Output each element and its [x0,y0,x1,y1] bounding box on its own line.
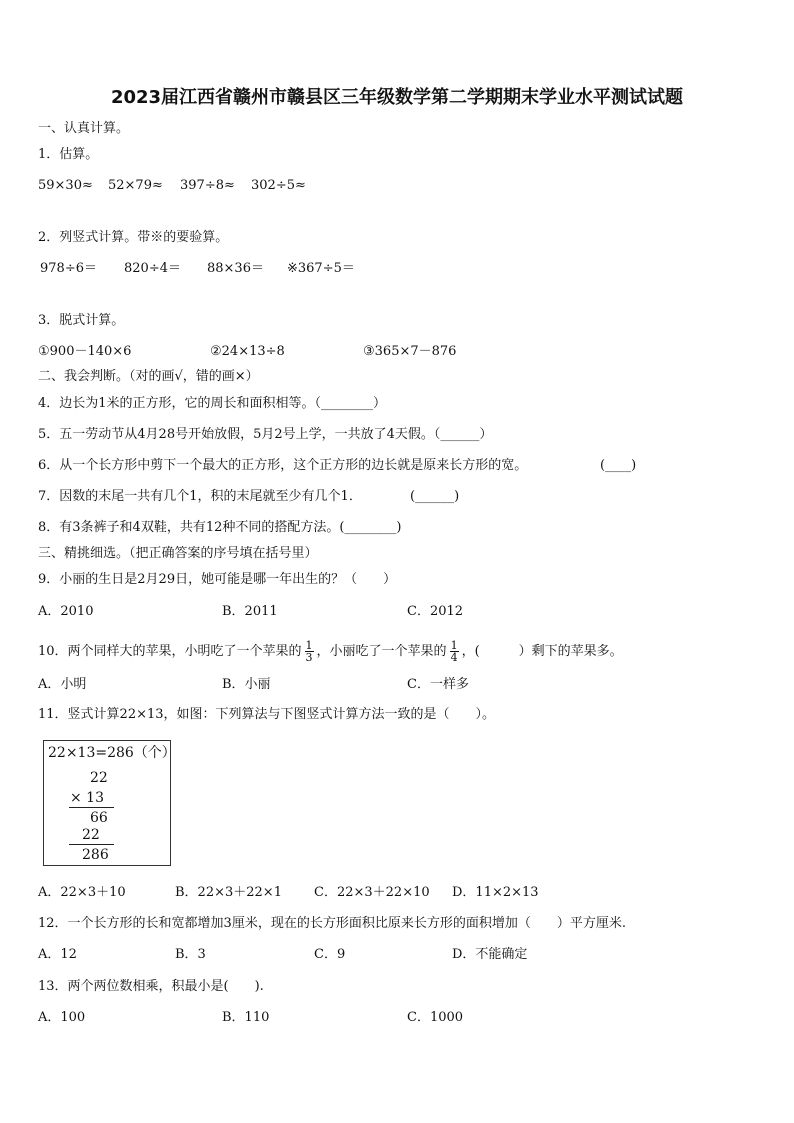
step-calc-item: ①900－140×6 [38,344,132,359]
option-a: A．12 [38,947,77,962]
section-heading-1: 一、认真计算。 [38,121,130,136]
question-1-label: 1．估算。 [38,147,99,162]
option-b: B．110 [222,1010,270,1025]
option-a: A．22×3＋10 [38,885,126,900]
figure-multiplier: × 13 [70,790,104,806]
question-2-label: 2．列竖式计算。带※的要验算。 [38,230,229,245]
option-c: C．2012 [407,604,464,619]
vertical-multiplication-figure [43,740,176,866]
figure-multiplicand: 22 [90,770,108,786]
judge-question-4: 4．边长为1米的正方形，它的周长和面积相等。（________） [38,396,387,411]
judge-question-7: 7．因数的末尾一共有几个1，积的末尾就至少有几个1． [38,489,362,504]
estimate-item: 302÷5≈ [251,178,306,193]
section-heading-3: 三、精挑细选。（把正确答案的序号填在括号里） [38,546,318,561]
answer-blank: (____) [600,458,637,473]
figure-rule [69,807,114,808]
option-b: B．3 [175,947,206,962]
option-a: A．100 [38,1010,86,1025]
option-b: B．2011 [222,604,278,619]
figure-partial-product-1: 66 [90,810,108,826]
option-b: B．22×3＋22×1 [175,885,282,900]
fraction-denominator: 4 [450,651,458,664]
estimate-item: 397÷8≈ [180,178,235,193]
question-11-stem: 11．竖式计算22×13，如图：下列算法与下图竖式计算方法一致的是（ ）。 [38,707,496,722]
question-12-stem: 12．一个长方形的长和宽都增加3厘米，现在的长方形面积比原来长方形的面积增加（ ）平方厘米. [38,916,626,931]
question-9-stem: 9．小丽的生日是2月29日，她可能是哪一年出生的？（ ） [38,572,397,587]
step-calc-item: ②24×13÷8 [210,344,285,359]
vertical-calc-item: 820÷4＝ [124,261,181,276]
question-10-text-c: ，( ）剩下的苹果多。 [461,644,623,659]
option-c: C．22×3＋22×10 [314,885,430,900]
fraction-denominator: 3 [305,651,313,664]
judge-question-5: 5．五一劳动节从4月28号开始放假，5月2号上学，一共放了4天假。（______） [38,427,493,442]
judge-question-8: 8．有3条裤子和4双鞋，共有12种不同的搭配方法。(________) [38,520,402,535]
vertical-calc-item: ※367÷5＝ [287,261,355,276]
figure-product: 286 [82,847,109,863]
answer-blank: (______) [410,489,460,504]
figure-partial-product-2: 22 [82,827,100,843]
option-b: B．小丽 [222,677,271,692]
estimate-item: 52×79≈ [108,178,163,193]
question-10-text-a: 10．两个同样大的苹果，小明吃了一个苹果的 [38,644,302,659]
fraction-one-third [305,640,314,663]
figure-header: 22×13=286（个） [48,745,176,761]
option-d: D．不能确定 [452,947,528,962]
fraction-one-quarter [450,640,459,663]
question-10-text-b: ，小丽吃了一个苹果的 [316,644,447,659]
option-c: C．1000 [407,1010,464,1025]
section-heading-2: 二、我会判断。（对的画√，错的画×） [38,369,259,384]
option-a: A．小明 [38,677,87,692]
estimate-item: 59×30≈ [38,178,93,193]
option-c: C．一样多 [407,677,469,692]
fraction-numerator: 1 [305,639,313,652]
figure-rule [69,844,114,845]
vertical-calc-item: 978÷6＝ [40,261,97,276]
vertical-calc-item: 88×36＝ [207,261,264,276]
question-10-stem [38,640,623,663]
page-title: 2023届江西省赣州市赣县区三年级数学第二学期期末学业水平测试试题 [110,87,684,108]
option-d: D．11×2×13 [452,885,539,900]
step-calc-item: ③365×7－876 [363,344,457,359]
option-c: C．9 [314,947,346,962]
question-13-stem: 13．两个两位数相乘，积最小是( ). [38,979,264,994]
fraction-numerator: 1 [450,639,458,652]
question-3-label: 3．脱式计算。 [38,313,125,328]
option-a: A．2010 [38,604,94,619]
judge-question-6: 6．从一个长方形中剪下一个最大的正方形，这个正方形的边长就是原来长方形的宽。 [38,458,528,473]
